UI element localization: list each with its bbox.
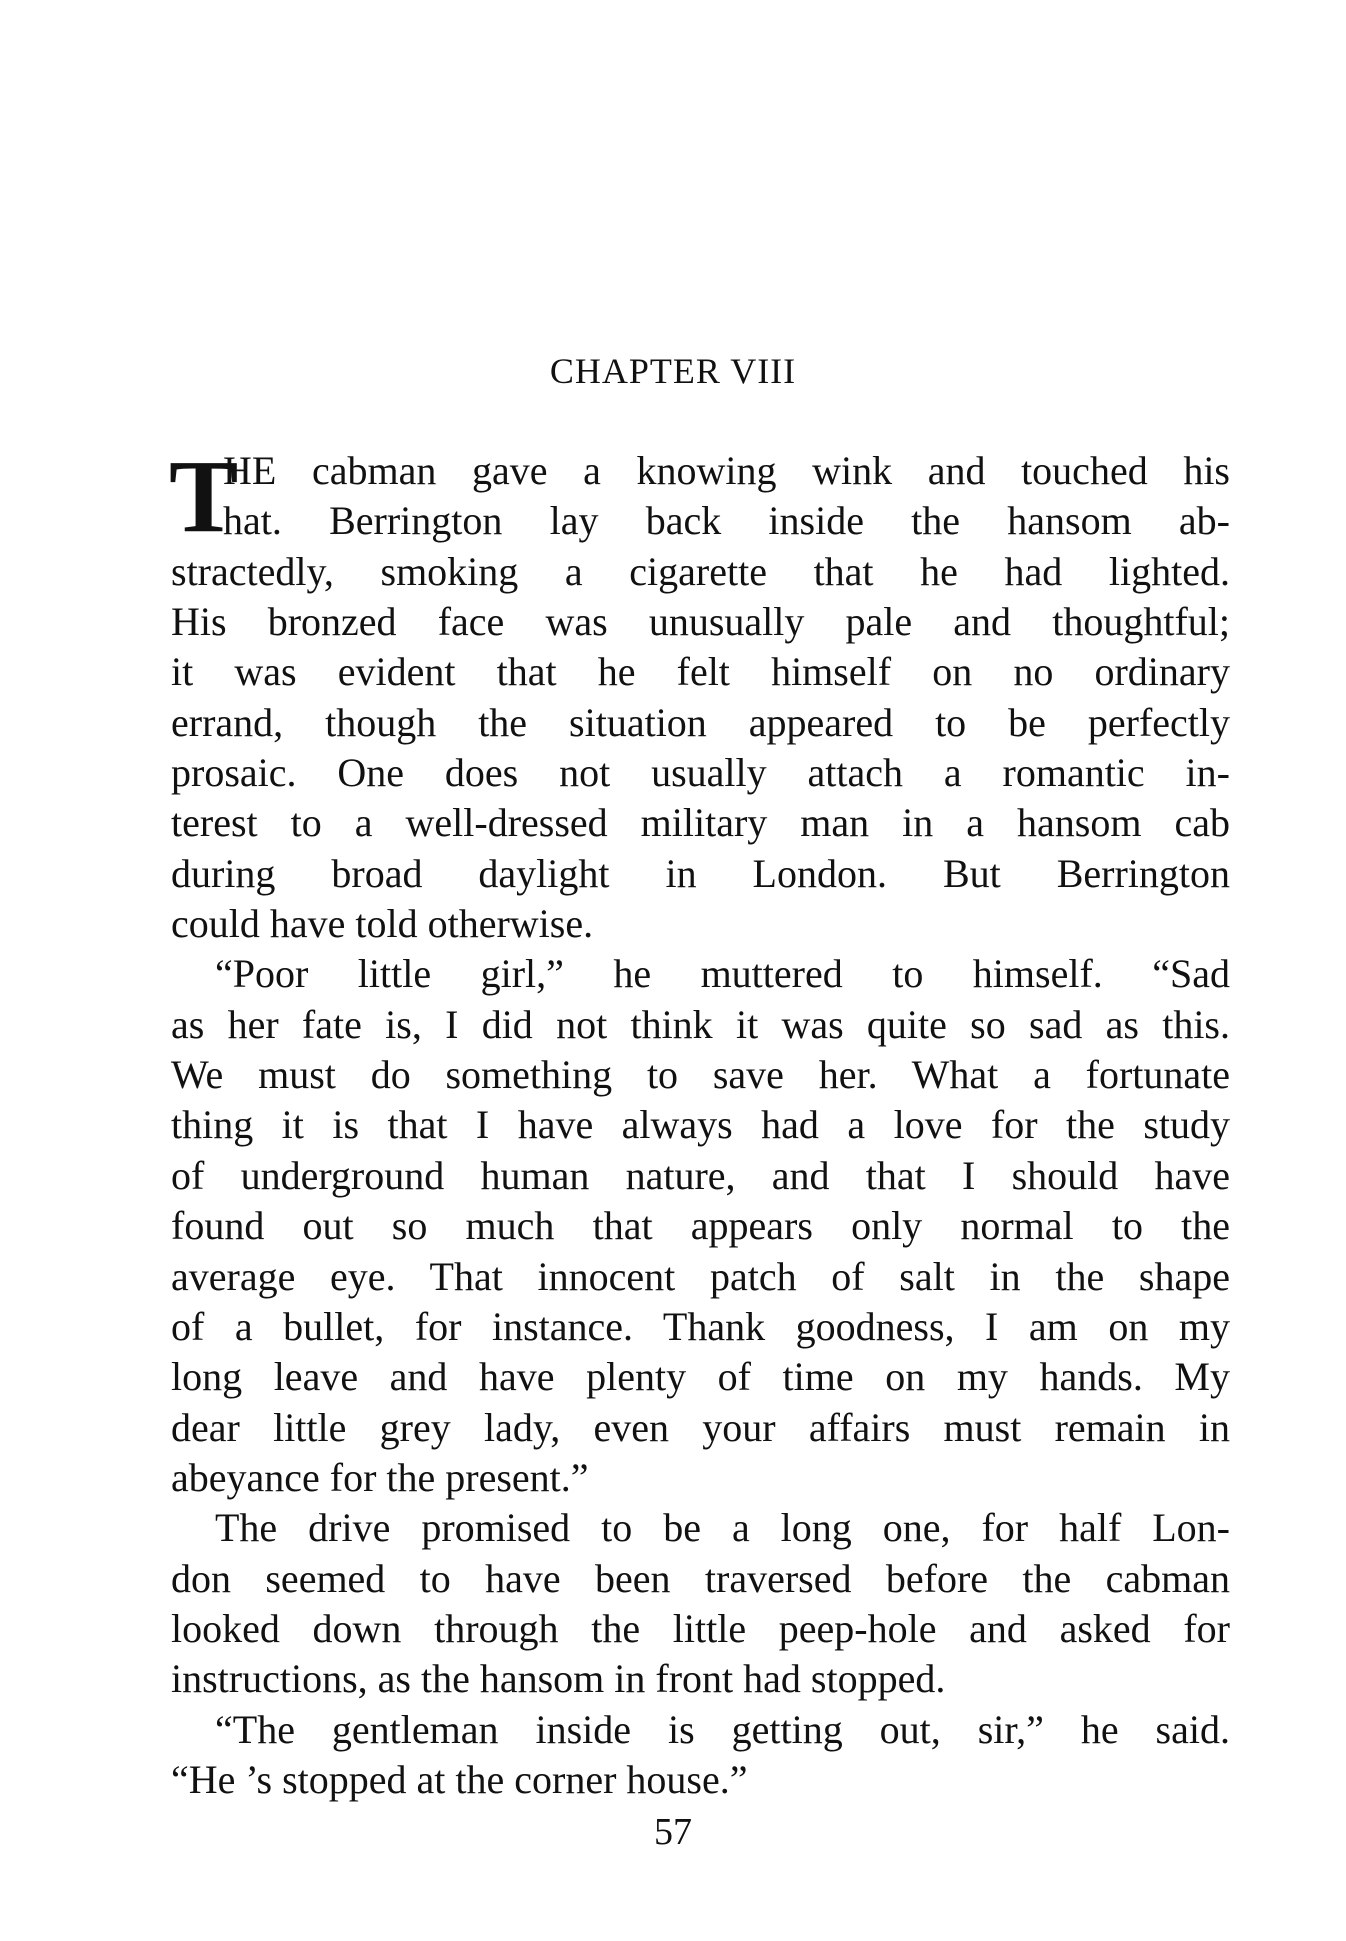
text-line: HE cabman gave a knowing wink and touched his	[223, 448, 1230, 493]
text-line: His bronzed face was unusually pale and thoughtful;	[171, 599, 1230, 645]
text-line: of a bullet, for instance. Thank goodness, I am on my	[171, 1303, 1230, 1349]
body-text	[169, 439, 1230, 1805]
text-line: instructions, as the hansom in front had stopped.	[171, 1656, 946, 1702]
chapter-title: CHAPTER VIII	[549, 351, 797, 391]
text-line: “He ’s stopped at the corner house.”	[171, 1756, 748, 1802]
text-line: could have told otherwise.	[171, 901, 594, 947]
text-line: as her fate is, I did not think it was quite so sad as this.	[171, 1001, 1230, 1047]
text-line: it was evident that he felt himself on no ordinary	[171, 649, 1230, 695]
text-line: thing it is that I have always had a love for the study	[171, 1102, 1230, 1148]
text-line: dear little grey lady, even your affairs must remain in	[171, 1404, 1230, 1450]
page-number: 57	[654, 1811, 692, 1853]
text-line: prosaic. One does not usually attach a romantic in-	[171, 750, 1230, 796]
text-line: abeyance for the present.”	[171, 1454, 589, 1500]
text-line: don seemed to have been traversed before the cabman	[171, 1555, 1230, 1601]
text-line: stractedly, smoking a cigarette that he had lighted.	[171, 548, 1230, 594]
text-line: looked down through the little peep-hole and asked for	[171, 1605, 1230, 1651]
drop-cap: T	[169, 439, 239, 554]
text-line: “Poor little girl,” he muttered to himself. “Sad	[215, 951, 1230, 997]
text-line: errand, though the situation appeared to be perfectly	[171, 699, 1230, 745]
text-line: The drive promised to be a long one, for half Lon-	[215, 1505, 1230, 1551]
text-line: during broad daylight in London. But Berrington	[171, 850, 1230, 896]
text-line: long leave and have plenty of time on my hands. My	[171, 1354, 1230, 1400]
text-line: “The gentleman inside is getting out, sir,” he said.	[215, 1706, 1230, 1752]
text-line: of underground human nature, and that I should have	[171, 1152, 1230, 1198]
text-line: hat. Berrington lay back inside the hansom ab-	[223, 498, 1230, 544]
text-line: terest to a well-dressed military man in a hansom cab	[171, 800, 1230, 846]
text-line: We must do something to save her. What a fortunate	[171, 1052, 1230, 1098]
text-line: found out so much that appears only normal to the	[171, 1203, 1230, 1249]
text-line: average eye. That innocent patch of salt in the shape	[171, 1253, 1230, 1299]
